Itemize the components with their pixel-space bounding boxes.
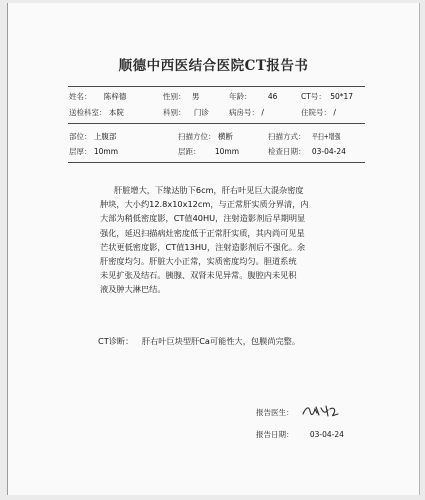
sex-field — [163, 91, 199, 102]
findings-line: 芒状更低密度影，CT值13HU，注射造影剂后不强化。余 — [100, 241, 306, 252]
room-field — [229, 107, 264, 118]
room-label: 病房号： — [229, 108, 259, 117]
findings-line: 肿块，大小约12.8x10x12cm，与正常肝实质分界清，内 — [100, 199, 309, 210]
scan-direction: 横断 — [217, 132, 233, 141]
ct-number-field — [301, 91, 353, 102]
findings-line: 大部为稍低密度影，CT值40HU，注射造影剂后早期明显 — [100, 213, 306, 224]
ward-label: 科别： — [163, 108, 186, 117]
bed-field — [301, 107, 336, 118]
findings-line: 液及肿大淋巴结。 — [100, 284, 166, 295]
scan-direction-label: 扫描方位： — [178, 132, 216, 141]
report-date-field — [256, 429, 344, 440]
patient-name: 陈梓德 — [103, 92, 127, 101]
referring-dept-field — [69, 107, 124, 118]
findings-line: 肝脏增大，下缘达肋下6cm，肝右叶见巨大混杂密度 — [114, 185, 304, 195]
referring-dept: 本院 — [108, 108, 124, 117]
slice-thickness-field — [69, 146, 118, 157]
referring-dept-label: 送检科室： — [69, 108, 107, 117]
exam-date-field — [268, 146, 346, 157]
slice-thickness-label: 层厚： — [69, 147, 92, 156]
ct-number-label: CT号： — [301, 92, 326, 101]
report-date-label: 报告日期： — [256, 430, 294, 439]
ward-field — [163, 107, 209, 118]
report-date: 03-04-24 — [309, 430, 344, 439]
scan-mode: 平扫+增强 — [311, 132, 341, 141]
scan-mode-label: 扫描方式： — [268, 132, 306, 141]
findings-line: 肝密度均匀。肝脏大小正常，实质密度均匀。胆道系统 — [100, 256, 297, 267]
report-sheet — [7, 3, 420, 495]
diagnosis-text: 肝右叶巨块型肝Ca可能性大，包膜尚完整。 — [141, 336, 301, 346]
bed-label: 住院号： — [301, 108, 331, 117]
age-field — [229, 91, 277, 102]
findings-line: 未见扩张及结石。胰腺、双肾未见异常。腹腔内未见积 — [100, 270, 297, 281]
ct-number: 50*17 — [330, 92, 354, 101]
diagnosis-field — [98, 336, 300, 347]
diagnosis-label: CT诊断： — [98, 336, 134, 346]
physician-signature-image — [301, 403, 341, 419]
findings-line: 强化，延迟扫描病灶密度低于正常肝实质，其内尚可见星 — [100, 227, 305, 238]
room-value: / — [261, 108, 264, 117]
ward-value: 门诊 — [193, 108, 209, 117]
patient-name-label: 姓名： — [69, 92, 92, 101]
header-divider-middle — [68, 123, 365, 124]
exam-region: 上腹部 — [93, 132, 117, 141]
physician-label: 报告医生： — [256, 408, 294, 417]
age-label: 年龄： — [229, 92, 252, 101]
exam-date: 03-04-24 — [311, 147, 346, 156]
exam-region-label: 部位： — [69, 132, 92, 141]
scan-direction-field — [178, 131, 233, 142]
findings-text — [100, 183, 370, 297]
bed-value: / — [333, 108, 336, 117]
exam-date-label: 检查日期： — [268, 147, 306, 156]
header-divider-bottom — [68, 162, 365, 163]
exam-region-field — [69, 131, 116, 142]
slice-interval-field — [178, 146, 239, 157]
header-divider-top — [68, 86, 365, 87]
sex-value: 男 — [191, 92, 200, 101]
age-value: 46 — [267, 92, 278, 101]
slice-interval-label: 层距： — [178, 147, 201, 156]
slice-thickness: 10mm — [93, 147, 119, 156]
sex-label: 性别： — [163, 92, 186, 101]
report-title: 顺德中西医结合医院CT报告书 — [118, 58, 309, 74]
slice-interval: 10mm — [214, 147, 240, 156]
patient-name-field — [69, 91, 126, 102]
scan-mode-field — [268, 131, 348, 142]
